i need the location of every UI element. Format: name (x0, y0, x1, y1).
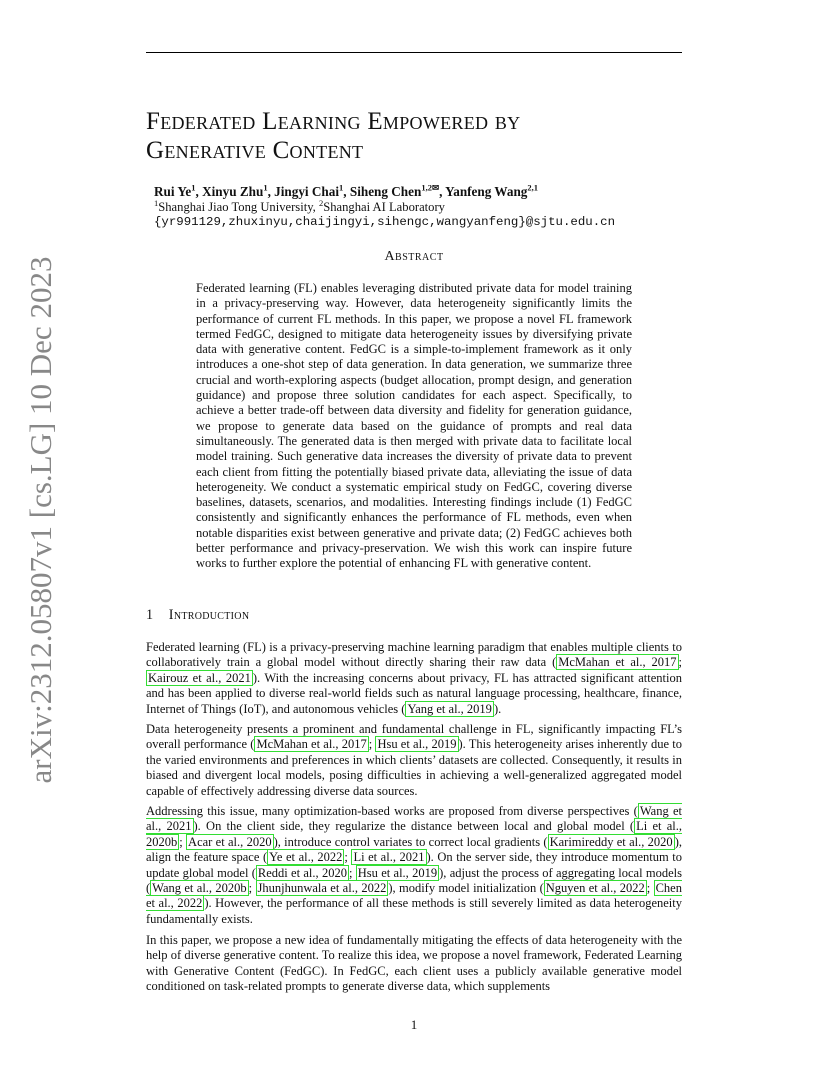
text: ). This heterogeneity arises inherently due to the varied environments and preferences in which clients’ datasets are collected. Consequently, it results in biased and divergent local models, posing difficulties in achieving a well-generalized aggregated model capable of effectively addressing diverse data sources. (146, 737, 682, 798)
intro-paragraph-4 (146, 933, 682, 995)
text: ; (344, 850, 352, 865)
citation-link[interactable]: Yang et al., 2019 (407, 701, 492, 716)
author-name: , Yanfeng Wang (439, 184, 528, 199)
text: Addressing this issue, many optimization-based works are proposed from diverse perspectives ( (146, 804, 638, 818)
text: Federated learning (FL) is a privacy-preserving machine learning paradigm that enables multiple clients to collaboratively train a global model without directly sharing their raw data ( (146, 640, 682, 670)
citation-link[interactable]: Ye et al., 2022 (269, 850, 343, 865)
title-line-2: Generative Content (146, 137, 364, 164)
text: ), align the feature space ( (146, 834, 682, 865)
affil-mark: 1 (154, 197, 159, 208)
text: ; (348, 865, 356, 880)
citation-link[interactable]: Hsu et al., 2019 (377, 737, 457, 752)
citation-link[interactable]: Wang et al., 2020b (152, 881, 247, 896)
text: ). However, the performance of all these methods is still severely limited as data heterogeneity fundamentally exists. (146, 896, 682, 926)
paper-title (146, 107, 520, 165)
section-title: Introduction (168, 607, 250, 623)
author-list (154, 184, 538, 199)
author-affil-mark: 1,2✉ (421, 182, 440, 193)
text: In this paper, we propose a new idea of fundamentally mitigating the effects of data heterogeneity with the help of diverse generative content. To realize this idea, we propose a novel framework, Federated Learning with Generative Content (FedGC). In FedGC, each client uses a publicly available generative model conditioned on task-related prompts to generate diverse data, which supplements (146, 933, 682, 994)
text: ; (248, 881, 256, 896)
author-name: , Jingyi Chai (267, 184, 340, 199)
author-name: Rui Ye (154, 184, 192, 199)
author-affil-mark: 1 (339, 182, 344, 193)
text: Data heterogeneity presents a prominent and fundamental challenge in FL, significantly impacting FL’s overall performance ( (146, 722, 682, 752)
text: ; (678, 655, 682, 670)
section-heading-introduction (146, 607, 249, 624)
text: ), introduce control variates to correct local gradients ( (273, 834, 548, 849)
title-line-1: Federated Learning Empowered by (146, 108, 521, 135)
author-affil-mark: 1 (191, 182, 196, 193)
affil-institution: Shanghai AI Laboratory (323, 200, 445, 214)
citation-link[interactable]: Wang et al., 2021 (146, 804, 682, 834)
author-name: , Xinyu Zhu (195, 184, 264, 199)
text: ). On the client side, they regularize the distance between local and global model ( (193, 819, 635, 834)
text: ). On the server side, they introduce momentum to update global model ( (146, 850, 682, 880)
intro-paragraph-3 (146, 804, 682, 927)
text: ), modify model initialization ( (388, 881, 544, 896)
abstract-heading: Abstract (384, 249, 444, 264)
citation-link[interactable]: Li et al., 2021 (353, 850, 425, 865)
author-affil-mark: 2,1 (527, 182, 539, 193)
citation-link[interactable]: Acar et al., 2020 (188, 834, 272, 849)
section-number: 1 (146, 607, 154, 623)
text: ; (368, 737, 376, 752)
author-affil-mark: 1 (263, 182, 268, 193)
citation-link[interactable]: McMahan et al., 2017 (558, 655, 677, 670)
author-name: , Siheng Chen (343, 184, 422, 199)
text: ; (646, 881, 654, 896)
citation-link[interactable]: Li et al., 2020b (146, 819, 682, 849)
citation-link[interactable]: Jhunjhunwala et al., 2022 (257, 881, 387, 896)
affiliations (154, 197, 445, 215)
abstract-body: Federated learning (FL) enables leveraging distributed private data for model training in a privacy-preserving way. However, data heterogeneity significantly limits the performance of current FL methods. In this paper, we propose a novel FL framework termed FedGC, designed to mitigate data heterogeneity issues by diversifying private data with generative content. FedGC is a simple-to-implement framework as it only introduces a one-shot step of data generation. In data generation, we summarize three crucial and worth-exploring aspects (budget allocation, prompt design, and generation guidance) and propose three solution candidates for each aspect. Specifically, to achieve a better trade-off between data diversity and fidelity for generation guidance, we propose to generate data based on the guidance of prompts and real data simultaneously. The generated data is then merged with private data to facilitate local model training. Such generative data increases the diversity of private data to prevent each client from fitting the potentially biased private data, alleviating the issue of data heterogeneity. We conduct a systematic empirical study on FedGC, covering diverse baselines, datasets, scenarios, and modalities. Interesting findings include (1) FedGC consistently and significantly enhances the performance of FL methods, even when notable disparities exist between generative and private data; (2) FedGC achieves both better performance and privacy-preservation. We wish this work can inspire future works to further explore the potential of enhancing FL with generative content. (196, 281, 632, 571)
text: ). With the increasing concerns about privacy, FL has attracted significant attention and has been applied to diverse real-world fields such as natural language processing, healthcare, finance, Internet of Things (IoT), and autonomous vehicles ( (146, 670, 682, 716)
citation-link[interactable]: Karimireddy et al., 2020 (549, 834, 673, 849)
author-emails: {yr991129,zhuxinyu,chaijingyi,sihengc,wangyanfeng}@sjtu.edu.cn (154, 215, 616, 229)
text: ). (493, 701, 502, 716)
affil-mark: 2 (318, 197, 324, 208)
citation-link[interactable]: Chen et al., 2022 (146, 881, 682, 911)
citation-link[interactable]: Kairouz et al., 2021 (148, 670, 251, 685)
arxiv-identifier: arXiv:2312.05807v1 [cs.LG] 10 Dec 2023 (23, 256, 58, 784)
citation-link[interactable]: McMahan et al., 2017 (256, 737, 367, 752)
citation-link[interactable]: Nguyen et al., 2022 (545, 881, 645, 896)
text: ; (179, 834, 187, 849)
affil-institution: Shanghai Jiao Tong University, (158, 200, 319, 214)
intro-paragraph-1 (146, 640, 682, 717)
citation-link[interactable]: Hsu et al., 2019 (357, 865, 438, 880)
intro-paragraph-2 (146, 722, 682, 799)
citation-link[interactable]: Reddi et al., 2020 (257, 865, 347, 880)
page-number: 1 (410, 1017, 418, 1032)
text: ), adjust the process of aggregating local models ( (146, 865, 682, 896)
top-rule (146, 52, 682, 53)
